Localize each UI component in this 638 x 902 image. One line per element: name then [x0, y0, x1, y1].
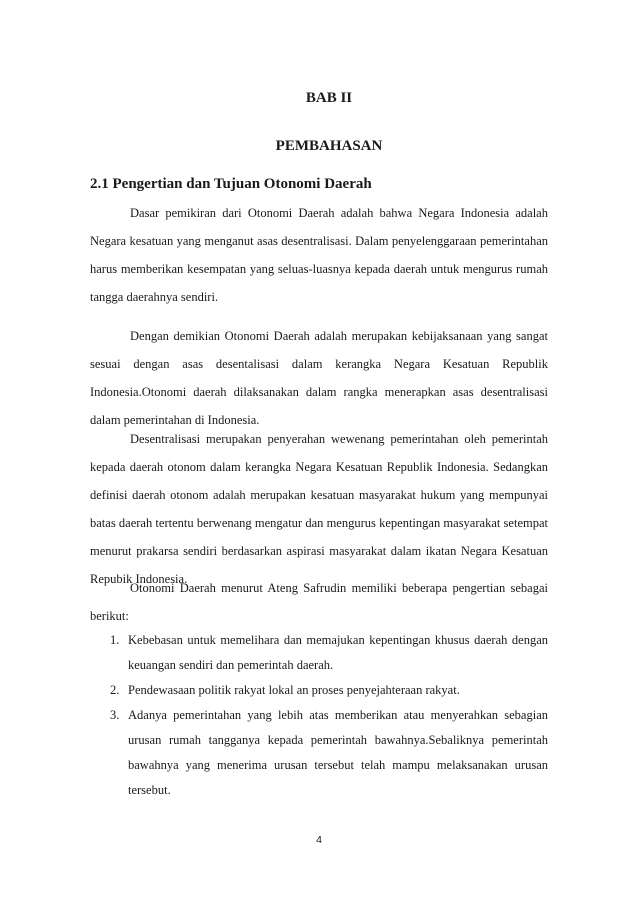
list-item-number: 2.	[110, 683, 120, 697]
numbered-list	[90, 628, 548, 803]
paragraph-1: Dasar pemikiran dari Otonomi Daerah adalah bahwa Negara Indonesia adalah Negara kesatuan yang menganut asas desentralisasi. Dalam penyelenggaraan pemerintahan harus memberikan kesempatan yang seluas-luasnya kepada daerah untuk mengurus rumah tangga daerahnya sendiri.	[90, 206, 548, 304]
paragraph-4: Otonomi Daerah menurut Ateng Safrudin memiliki beberapa pengertian sebagai berikut:	[90, 581, 548, 623]
chapter-number: BAB II	[305, 90, 353, 106]
list-item-text: Kebebasan untuk memelihara dan memajukan kepentingan khusus daerah dengan keuangan sendiri dan pemerintah daerah.	[128, 633, 548, 672]
list-item	[90, 703, 548, 803]
paragraph-3: Desentralisasi merupakan penyerahan wewenang pemerintahan oleh pemerintah kepada daerah otonom dalam kerangka Negara Kesatuan Republik Indonesia. Sedangkan definisi daerah otonom adalah merupakan kesatuan masyarakat hukum yang mempunyai batas daerah tertentu berwenang mengatur dan mengurus kepentingan masyarakat setempat menurut prakarsa sendiri berdasarkan aspirasi masyarakat dalam ikatan Negara Kesatuan Repubik Indonesia.	[90, 432, 548, 586]
paragraph-2: Dengan demikian Otonomi Daerah adalah merupakan kebijaksanaan yang sangat sesuai dengan asas desentalisasi dalam kerangka Negara Kesatuan Republik Indonesia.Otonomi daerah dilaksanakan dalam rangka menerapkan asas desentralisasi dalam pemerintahan di Indonesia.	[90, 329, 548, 427]
list-item-number: 1.	[110, 633, 120, 647]
list-item-text: Pendewasaan politik rakyat lokal an proses penyejahteraan rakyat.	[128, 683, 460, 697]
list-item	[90, 678, 548, 703]
list-item-text: Adanya pemerintahan yang lebih atas memberikan atau menyerahkan sebagian urusan rumah tangganya kepada pemerintah bawahnya.Sebaliknya pemerintah bawahnya yang menerima urusan tersebut telah mampu melaksanakan urusan tersebut.	[128, 708, 548, 797]
list-item-number: 3.	[110, 708, 120, 722]
list-item	[90, 628, 548, 678]
chapter-title: PEMBAHASAN	[275, 138, 383, 154]
section-heading: 2.1 Pengertian dan Tujuan Otonomi Daerah	[90, 176, 372, 192]
page-number: 4	[316, 834, 322, 846]
